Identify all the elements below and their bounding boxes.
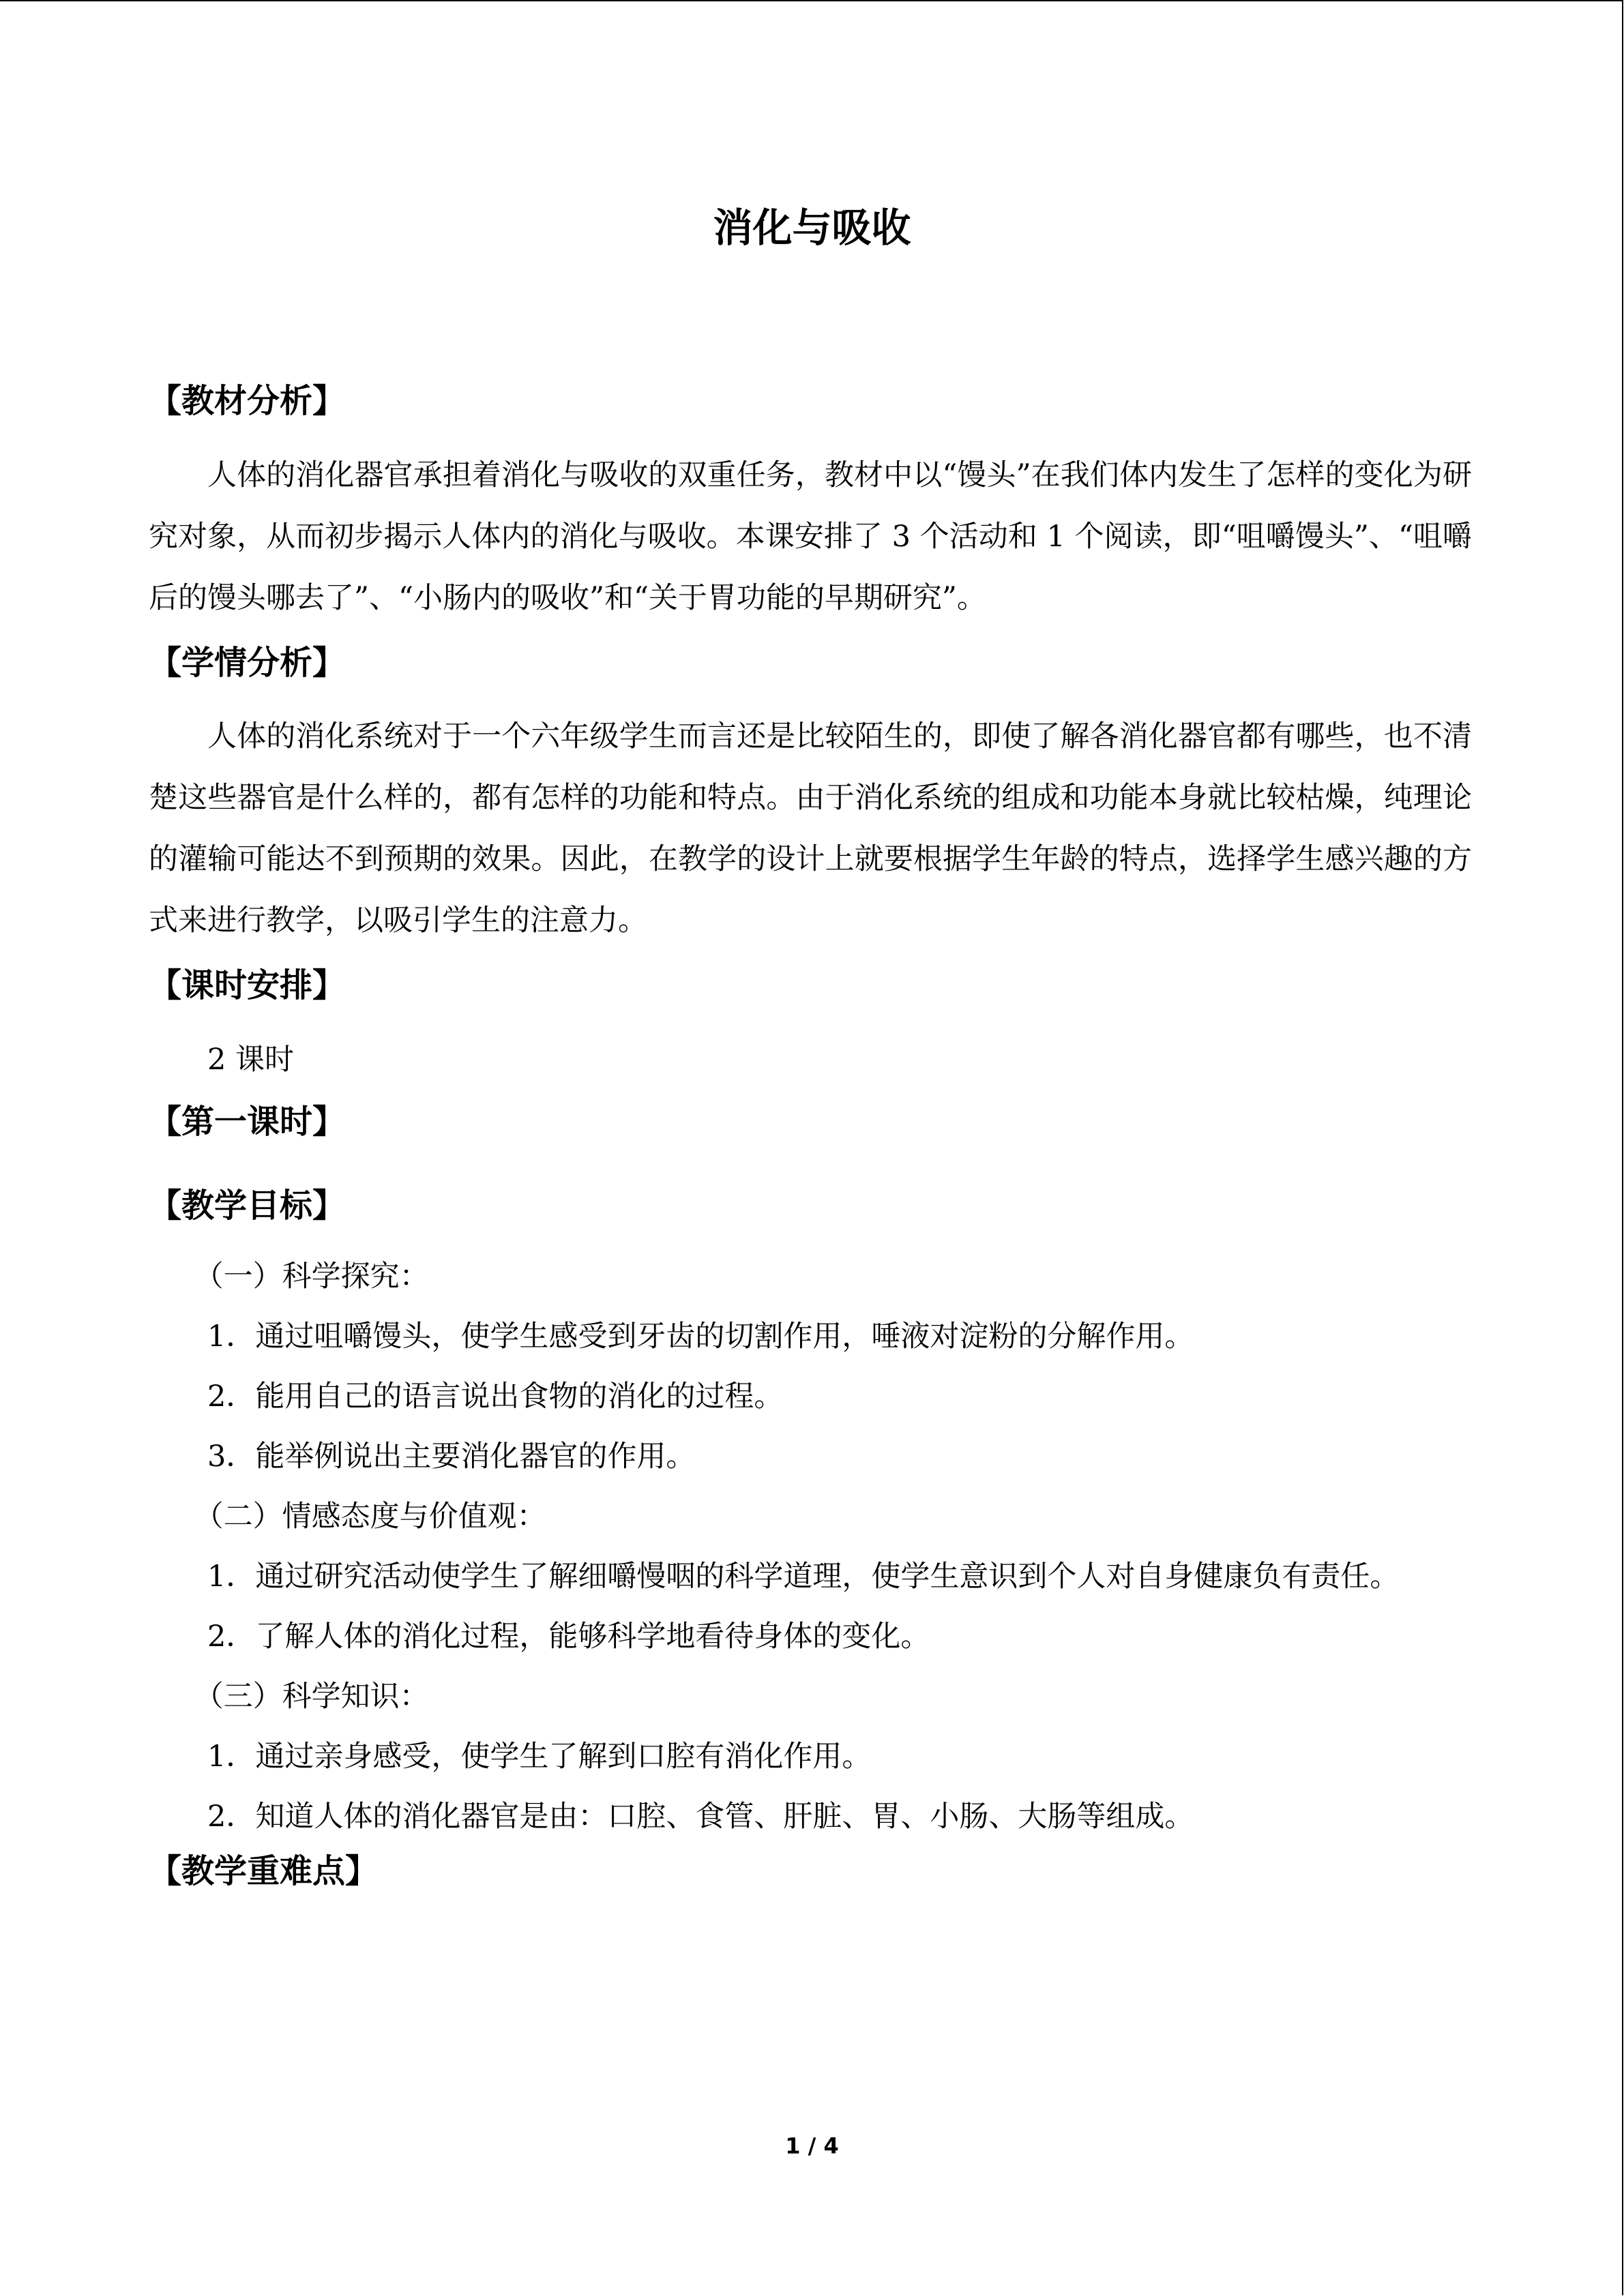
paragraph-students: 人体的消化系统对于一个六年级学生而言还是比较陌生的，即使了解各消化器官都有哪些，也不清楚这些器官是什么样的，都有怎样的功能和特点。由于消化系统的组成和功能本身就比较枯燥，纯理论的灌输可能达不到预期的效果。因此，在教学的设计上就要根据学生年龄的特点，选择学生感兴趣的方式来进行教学，以吸引学生的注意力。 xyxy=(149,719,1472,938)
heading-schedule: 【课时安排】 xyxy=(149,966,346,1005)
document-body xyxy=(149,382,1472,1892)
paragraph-materials: 人体的消化器官承担着消化与吸收的双重任务，教材中以“馒头”在我们体内发生了怎样的变化为研究对象，从而初步揭示人体内的消化与吸收。本课安排了 3 个活动和 1 个阅读，即“咀嚼馒头”、“咀嚼后的馒头哪去了”、“小肠内的吸收”和“关于胃功能的早期研究”。 xyxy=(149,458,1472,615)
goal-group-title: （二）情感态度与价值观： xyxy=(194,1499,546,1534)
page-number: 1 / 4 xyxy=(785,2133,839,2159)
heading-goals: 【教学目标】 xyxy=(149,1187,346,1225)
heading-students: 【学情分析】 xyxy=(149,643,346,682)
goal-item: 2．能用自己的语言说出食物的消化的过程。 xyxy=(207,1379,784,1414)
goal-item: 3．能举例说出主要消化器官的作用。 xyxy=(207,1439,696,1474)
goal-item: 1．通过研究活动使学生了解细嚼慢咽的科学道理，使学生意识到个人对自身健康负有责任。 xyxy=(207,1559,1400,1594)
goal-item: 2．知道人体的消化器官是由：口腔、食管、肝脏、胃、小肠、大肠等组成。 xyxy=(207,1799,1194,1834)
goals-list xyxy=(149,1247,1472,1847)
heading-key-points: 【教学重难点】 xyxy=(149,1851,379,1890)
goal-group-title: （一）科学探究： xyxy=(194,1259,429,1294)
heading-materials: 【教材分析】 xyxy=(149,382,346,420)
goal-item: 1．通过咀嚼馒头，使学生感受到牙齿的切割作用，唾液对淀粉的分解作用。 xyxy=(207,1319,1194,1354)
goal-group-title: （三）科学知识： xyxy=(194,1679,429,1714)
goal-item: 1．通过亲身感受，使学生了解到口腔有消化作用。 xyxy=(207,1739,872,1774)
goal-item: 2．了解人体的消化过程，能够科学地看待身体的变化。 xyxy=(207,1619,930,1654)
heading-lesson-1: 【第一课时】 xyxy=(149,1102,346,1141)
document-title: 消化与吸收 xyxy=(713,205,911,251)
paragraph-schedule: 2 课时 xyxy=(207,1042,295,1077)
